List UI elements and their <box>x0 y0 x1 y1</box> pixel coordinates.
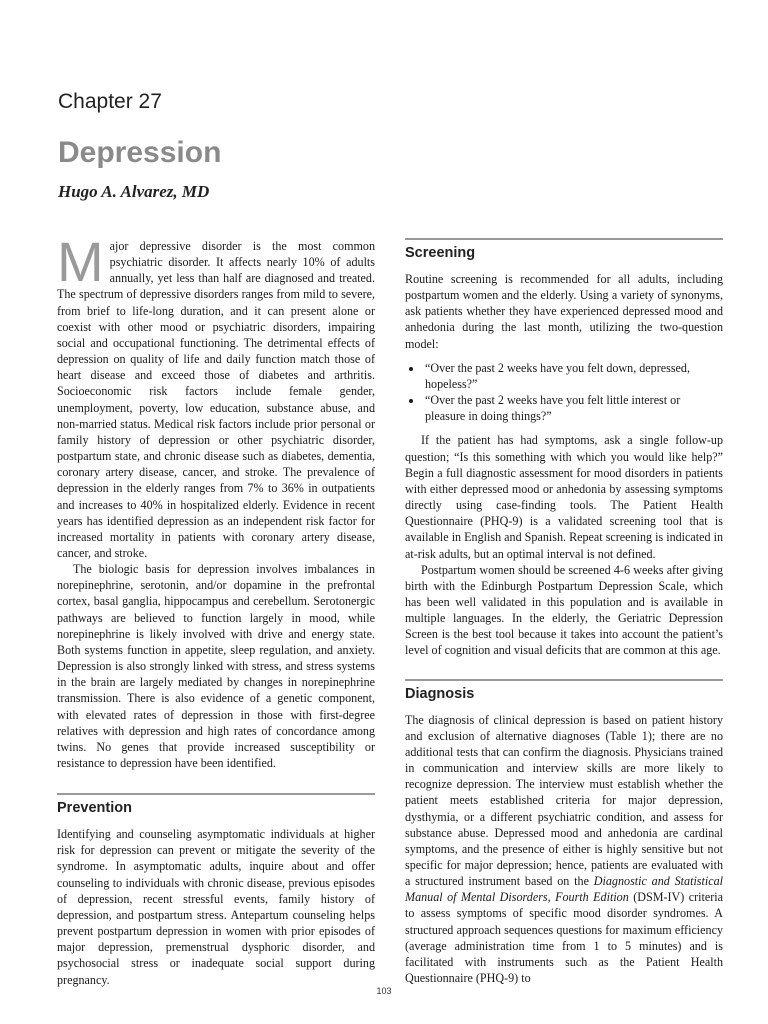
chapter-title: Depression <box>58 136 222 169</box>
left-column <box>57 230 375 988</box>
page-number: 103 <box>376 986 392 996</box>
intro-paragraph-1-text: ajor depressive disorder is the most common psychiatric disorder. It affects nearly 10% of adults annually, yet less than half are diagnosed and treated. The spectrum of depressive disorders ranges from mild to severe, from brief to life-long duration, and it can present alone or coexist with other mood or psychiatric disorders, impairing social and occupational functioning. The detrimental effects of depression on quality of life and daily function match those of heart disease and exceed those of diabetes and arthritis. Socioeconomic risk factors include female gender, unemployment, poverty, low education, substance abuse, and non-married status. Medical risk factors include prior personal or family history of depression or other psychiatric disorder, postpartum state, and chronic disease such as diabetes, dementia, coronary artery disease, cancer, and stroke. The prevalence of depression in the elderly ranges from 7% to 36% in outpatients and increases to 40% in hospitalized elderly. Evidence in recent years has identified depression as an independent risk factor for increased mortality in patients with coronary artery disease, cancer, and stroke. <box>57 239 375 560</box>
prevention-paragraph: Identifying and counseling asymptomatic individuals at higher risk for depression can prevent or mitigate the severity of the syndrome. In asymptomatic adults, inquire about and offer counseling to individuals with chronic disease, previous episodes of depression, recent stressful events, family history of depression, and postpartum stress. Antepartum counseling helps prevent postpartum depression in women with prior episodes of major depression, premenstrual dysphoric disorder, and psychosocial stress or inadequate social support during pregnancy. <box>57 827 375 987</box>
diagnosis-paragraph <box>405 712 723 987</box>
drop-cap: M <box>57 230 104 293</box>
diagnosis-heading: Diagnosis <box>405 679 723 702</box>
intro-paragraph-1 <box>57 230 375 561</box>
screening-question-item: • “Over the past 2 weeks have you felt little interest or pleasure in doing things?” <box>423 392 723 424</box>
diagnosis-text-a: The diagnosis of clinical depression is based on patient history and exclusion of alternative diagnoses (Table 1); there are no additional tests that can confirm the diagnosis. Physicians trained in communication and interview skills are more likely to recognize depression. The interview must establish whether the patient meets established criteria for major depression, dysthymia, or a different psychiatric condition, and assess for substance abuse. Depressed mood and anhedonia are cardinal symptoms, and the presence of either is highly sensitive but not specific for major depression; hence, patients are evaluated with a structured instrument based on the <box>405 712 723 889</box>
right-column <box>405 238 723 986</box>
screening-heading: Screening <box>405 238 723 261</box>
intro-paragraph-2: The biologic basis for depression involves imbalances in norepinephrine, serotonin, and/or dopamine in the prefrontal cortex, basal ganglia, hippocampus and cerebellum. Serotonergic pathways are believed to function largely in mood, while norepinephrine is likely involved with drive and energy state. Both systems function in appetite, sleep regulation, and anxiety. Depression is also strongly linked with stress, and stress systems in the brain are largely mediated by changes in norepinephrine transmission. There is also evidence of a genetic component, with elevated rates of depression in those with first-degree relatives with depression and high rates of concordance among twins. No genes that provide increased susceptibility or resistance to depression have been identified. <box>57 562 375 770</box>
diagnosis-text-b: (DSM-IV) criteria to assess symptoms of specific mood disorder syndromes. A structured approach sequences questions for maximum efficiency (average administration time from 1 to 5 minutes) and is facilitated with instruments such as the Patient Health Questionnaire (PHQ-9) to <box>405 890 724 986</box>
screening-question-list <box>405 360 723 425</box>
screening-paragraph-3: Postpartum women should be screened 4-6 weeks after giving birth with the Edinburgh Postpartum Depression Scale, which has been well validated in this population and is available in multiple languages. In the elderly, the Geriatric Depression Screen is the best tool because it takes into account the patient’s level of cognition and visual deficits that are common at this age. <box>405 562 723 658</box>
screening-paragraph-1: Routine screening is recommended for all adults, including postpartum women and the elderly. Using a variety of synonyms, ask patients whether they have experienced depressed mood and anhedonia during the last month, utilizing the two-question model: <box>405 272 723 351</box>
dsm-title: Diagnostic and Statistical Manual of Mental Disorders, Fourth Edition <box>405 874 724 905</box>
screening-paragraph-2: If the patient has had symptoms, ask a single follow-up question; “Is this something with which you would like help?” Begin a full diagnostic assessment for mood disorders in patients with either depressed mood or anhedonia by assessing symptoms directly using case-finding tools. The Patient Health Questionnaire (PHQ-9) is a validated screening tool that is available in English and Spanish. Repeat screening is indicated in at-risk adults, but an optimal interval is not defined. <box>405 433 723 561</box>
chapter-label: Chapter 27 <box>58 90 162 113</box>
screening-question-item: • “Over the past 2 weeks have you felt down, depressed, hopeless?” <box>423 360 723 392</box>
prevention-heading: Prevention <box>57 793 375 816</box>
author-name: Hugo A. Alvarez, MD <box>58 182 210 201</box>
